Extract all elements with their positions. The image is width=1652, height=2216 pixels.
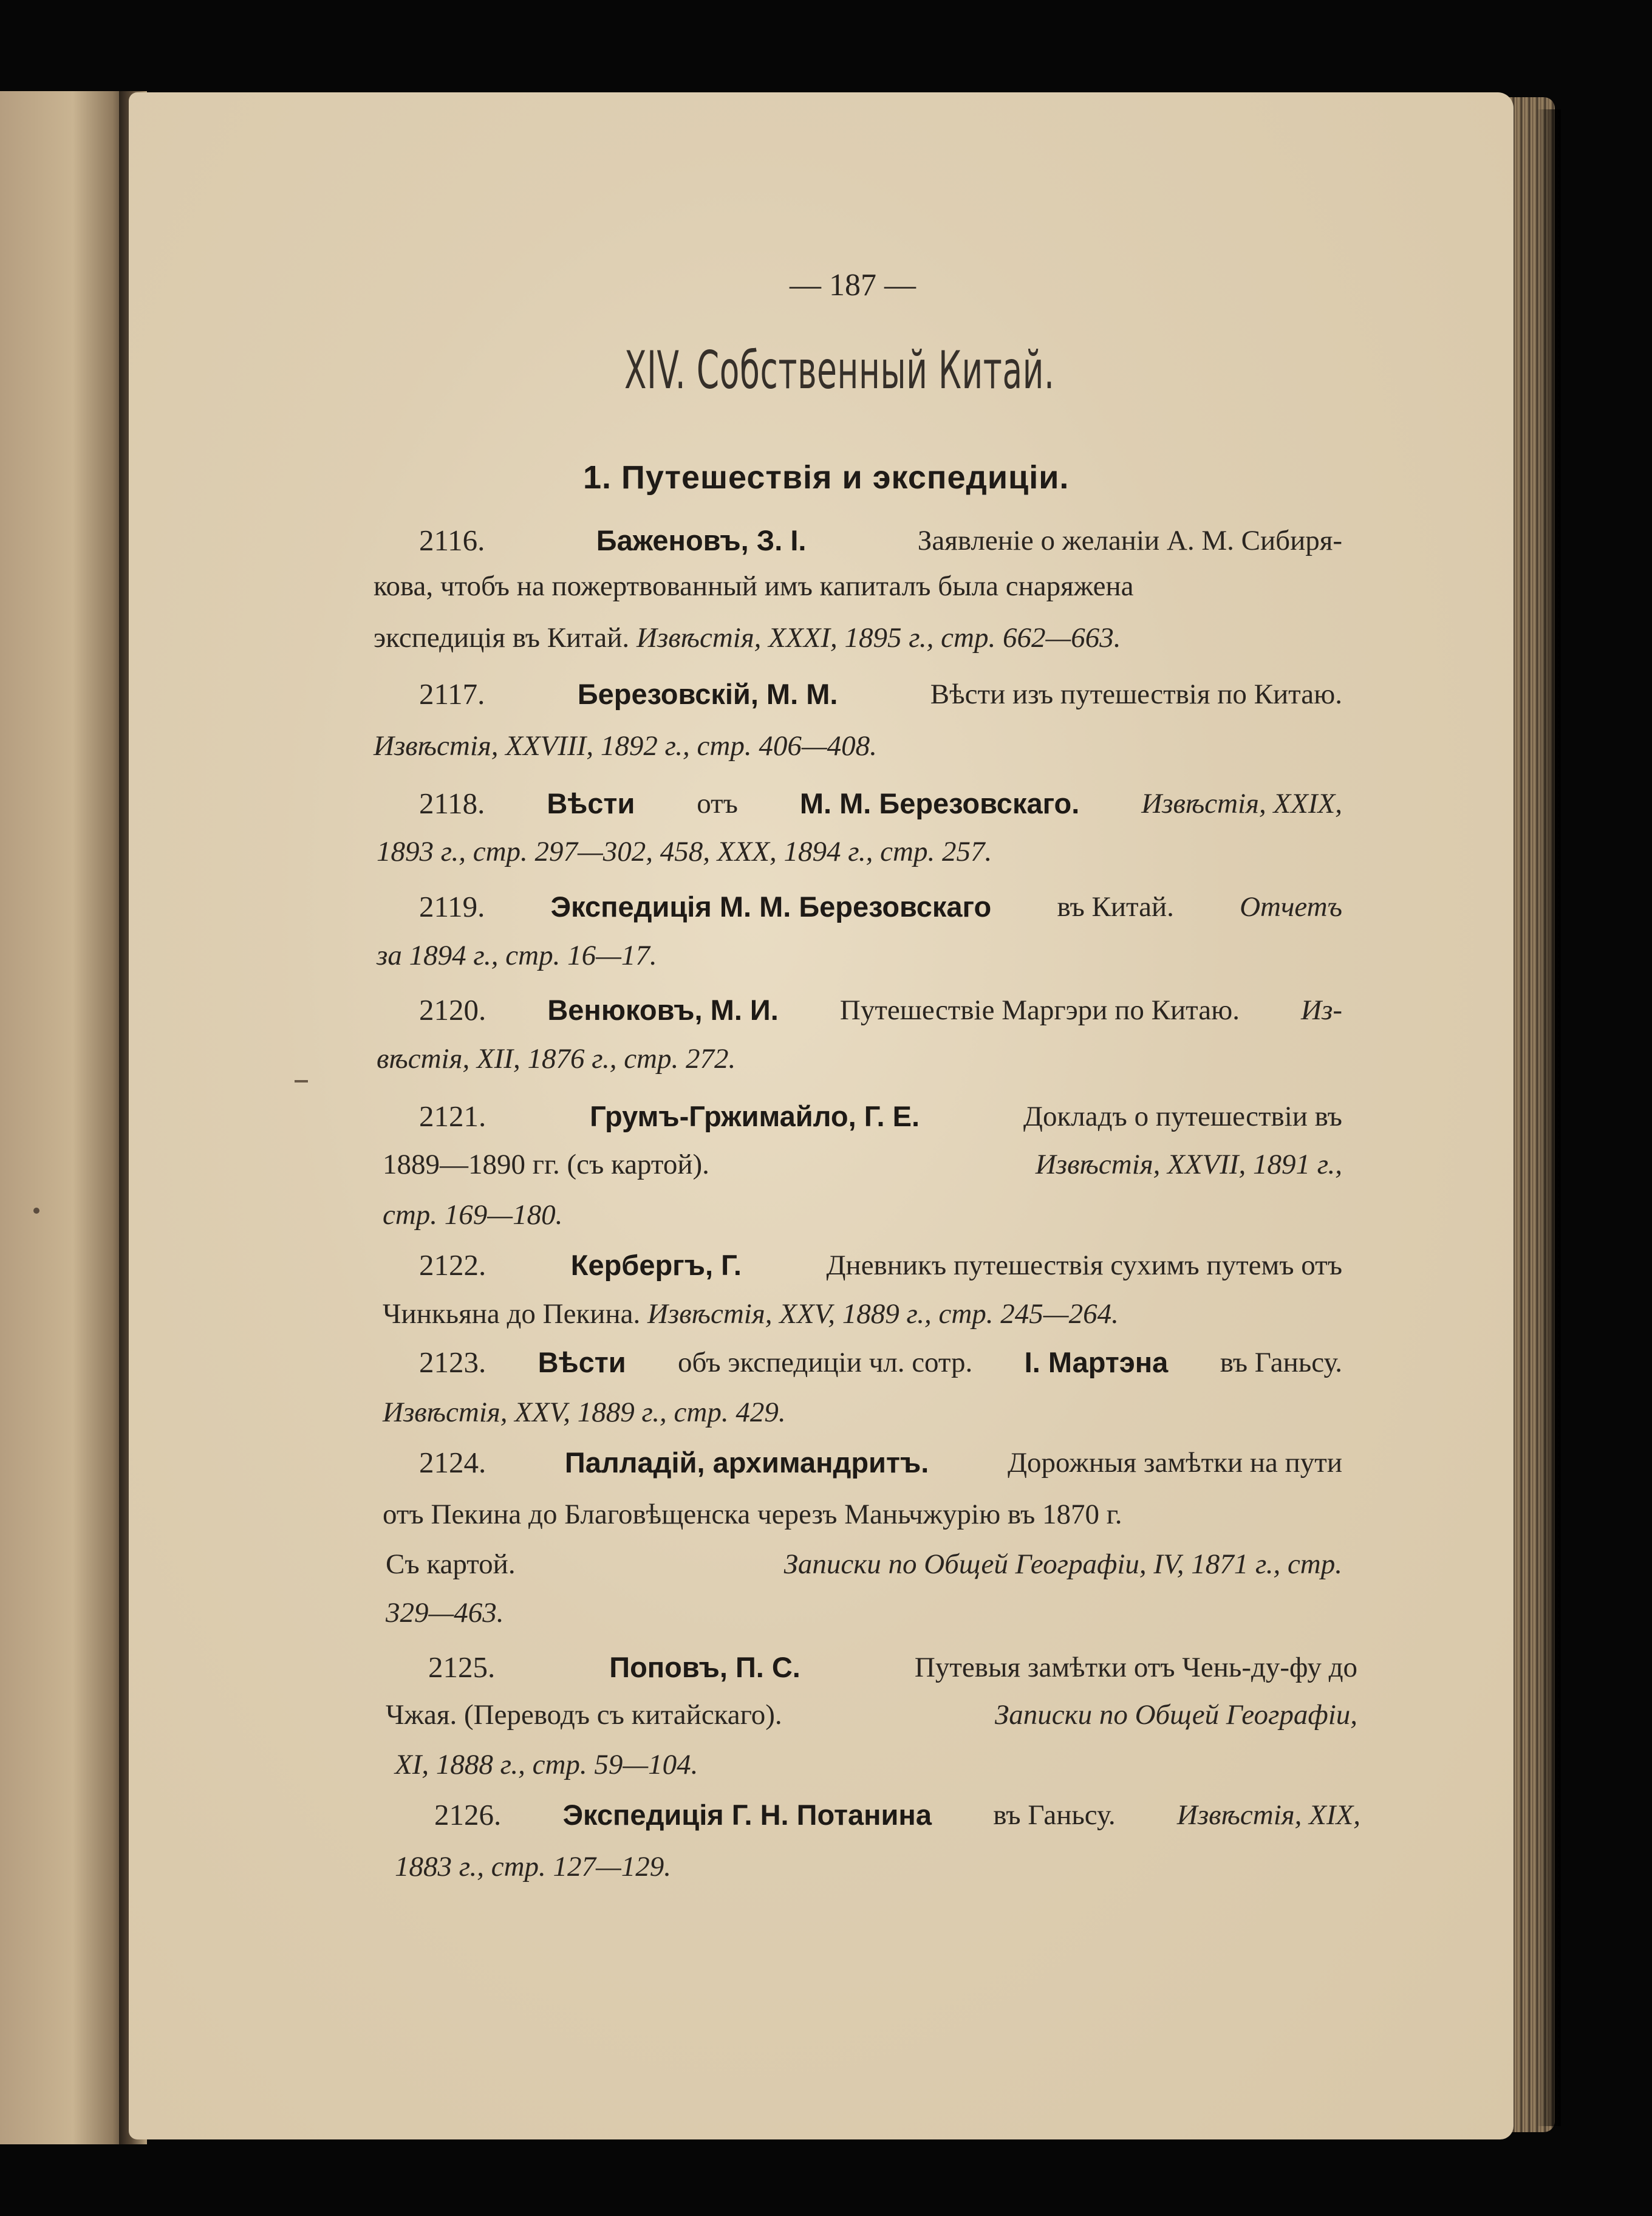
entry-author: Экспедиція Г. Н. Потанина (562, 1799, 932, 1831)
entry-source: Извѣстія, XIX, (1176, 1799, 1360, 1831)
entry-2123-line-1 (419, 1344, 1342, 1381)
entry-source: Отчетъ (1240, 891, 1342, 923)
entry-2121-line-1 (419, 1098, 1342, 1135)
entry-title: 1889—1890 гг. (съ картой). (383, 1149, 709, 1180)
entry-number: 2126. (434, 1798, 502, 1831)
entry-source: Из- (1301, 994, 1342, 1026)
entry-source: стр. 169—180. (383, 1199, 563, 1231)
entry-title: Чжая. (Переводъ съ китайскаго). (386, 1699, 782, 1731)
entry-source: Извѣстія, XXXI, 1895 г., стр. 662—663. (636, 622, 1121, 654)
entry-2122-line-1 (419, 1247, 1342, 1284)
entry-author: М. М. Березовскаго. (799, 787, 1080, 819)
entry-author: Экспедиція М. М. Березовскаго (550, 891, 992, 923)
entry-2119-line-2 (377, 937, 657, 974)
entry-title: отъ Пекина до Благовѣщенска черезъ Маньчжурію въ 1870 г. (383, 1499, 1122, 1530)
entry-title: Путевыя замѣтки отъ Чень-ду-фу до (914, 1652, 1357, 1683)
entry-author: Грумъ-Гржимайло, Г. Е. (590, 1100, 920, 1132)
entry-2117-line-2 (374, 728, 877, 764)
entry-title: Путешествіе Маргэри по Китаю. (839, 994, 1240, 1026)
entry-title: Дневникъ путешествія сухимъ путемъ отъ (826, 1250, 1342, 1281)
entry-source: XI, 1888 г., стр. 59—104. (395, 1749, 698, 1780)
entry-number: 2125. (428, 1650, 496, 1684)
entry-title: Заявленіе о желаніи А. М. Сибиря- (917, 525, 1342, 556)
entry-number: 2120. (419, 993, 486, 1027)
entry-2124-line-2 (383, 1496, 1342, 1533)
entry-title: объ экспедиціи чл. сотр. (678, 1347, 973, 1378)
entry-author: Березовскій, М. М. (577, 678, 838, 710)
entry-source: вѣстія, XII, 1876 г., стр. 272. (377, 1043, 736, 1075)
entry-author: Вѣсти (538, 1346, 626, 1378)
entry-number: 2124. (419, 1446, 486, 1479)
entry-author: Поповъ, П. С. (609, 1651, 800, 1683)
margin-dot (33, 1208, 39, 1214)
entry-2119-line-1 (419, 889, 1342, 925)
entry-2126-line-1 (434, 1797, 1360, 1833)
entry-source: 1883 г., стр. 127—129. (395, 1851, 672, 1883)
entry-2121-line-2 (383, 1146, 1342, 1183)
entry-source: за 1894 г., стр. 16—17. (377, 940, 657, 971)
entry-title: кова, чтобъ на пожертвованный имъ капиталъ была снаряжена (374, 570, 1134, 602)
entry-2120-line-1 (419, 992, 1342, 1028)
entry-2125-line-2 (386, 1697, 1357, 1733)
entry-title: экспедиція въ Китай. (374, 622, 630, 654)
entry-title: въ Китай. (1057, 891, 1174, 923)
entry-title: Чинкьяна до Пекина. (383, 1298, 641, 1330)
entry-2123-line-2 (383, 1394, 786, 1431)
entry-number: 2123. (419, 1346, 486, 1379)
chapter-title: XIV. Собственный Китай. (624, 340, 1055, 401)
entry-title: въ Ганьсу. (993, 1799, 1116, 1831)
entry-author: І. Мартэна (1024, 1346, 1169, 1378)
entry-source: Записки по Общей Географіи, (994, 1699, 1357, 1731)
entry-author: Венюковъ, М. И. (547, 994, 779, 1026)
entry-source: Извѣстія, XXVII, 1891 г., (1035, 1149, 1342, 1180)
entry-2124-line-1 (419, 1445, 1342, 1481)
entry-2116-line-1 (419, 522, 1342, 559)
entry-2125-line-1 (428, 1649, 1357, 1686)
entry-author: Вѣсти (547, 787, 635, 819)
entry-2124-line-3 (386, 1546, 1342, 1582)
entry-source: Извѣстія, XXIX, (1141, 788, 1342, 819)
entry-source: Извѣстія, XXV, 1889 г., стр. 429. (383, 1397, 786, 1428)
entry-number: 2122. (419, 1248, 486, 1282)
entry-2126-line-2 (395, 1848, 671, 1885)
entry-2118-line-2 (377, 833, 992, 870)
entry-2122-line-2 (383, 1296, 1119, 1332)
entry-author: Баженовъ, З. І. (596, 524, 807, 556)
entry-title: въ Ганьсу. (1220, 1347, 1342, 1378)
entry-source: Извѣстія, XXV, 1889 г., стр. 245—264. (647, 1298, 1119, 1330)
entry-2124-line-4 (386, 1595, 504, 1631)
page-stack-shadow (1537, 109, 1561, 2126)
previous-page-edge (0, 91, 132, 2144)
entry-title: отъ (697, 788, 738, 819)
entry-2120-line-2 (377, 1041, 736, 1077)
entry-2117-line-1 (419, 676, 1342, 713)
entry-2125-line-3 (395, 1746, 698, 1783)
entry-number: 2119. (419, 890, 485, 923)
entry-author: Палладій, архимандритъ. (564, 1446, 929, 1479)
entry-title: Съ картой. (386, 1548, 516, 1580)
entry-2118-line-1 (419, 785, 1342, 822)
entry-number: 2116. (419, 524, 485, 557)
entry-number: 2121. (419, 1099, 486, 1133)
entry-2121-line-3 (383, 1197, 562, 1233)
entry-source: Извѣстія, XXVIII, 1892 г., стр. 406—408. (374, 730, 877, 762)
entry-2116-line-2 (374, 568, 1342, 604)
entry-number: 2118. (419, 787, 485, 820)
entry-source: 329—463. (386, 1597, 504, 1629)
entry-source: Записки по Общей Географіи, IV, 1871 г., стр. (783, 1548, 1342, 1580)
entry-title: Докладъ о путешествіи въ (1023, 1101, 1342, 1132)
section-title: 1. Путешествія и экспедиціи. (583, 459, 1070, 496)
entry-source: 1893 г., стр. 297—302, 458, XXX, 1894 г., стр. 257. (377, 836, 992, 867)
margin-mark (295, 1080, 308, 1082)
entry-number: 2117. (419, 677, 485, 711)
entry-author: Кербергъ, Г. (570, 1249, 742, 1281)
entry-2116-line-3 (374, 620, 1121, 656)
page-number: — 187 — (790, 268, 916, 303)
entry-title: Вѣсти изъ путешествія по Китаю. (930, 679, 1342, 710)
entry-title: Дорожныя замѣтки на пути (1007, 1447, 1342, 1479)
